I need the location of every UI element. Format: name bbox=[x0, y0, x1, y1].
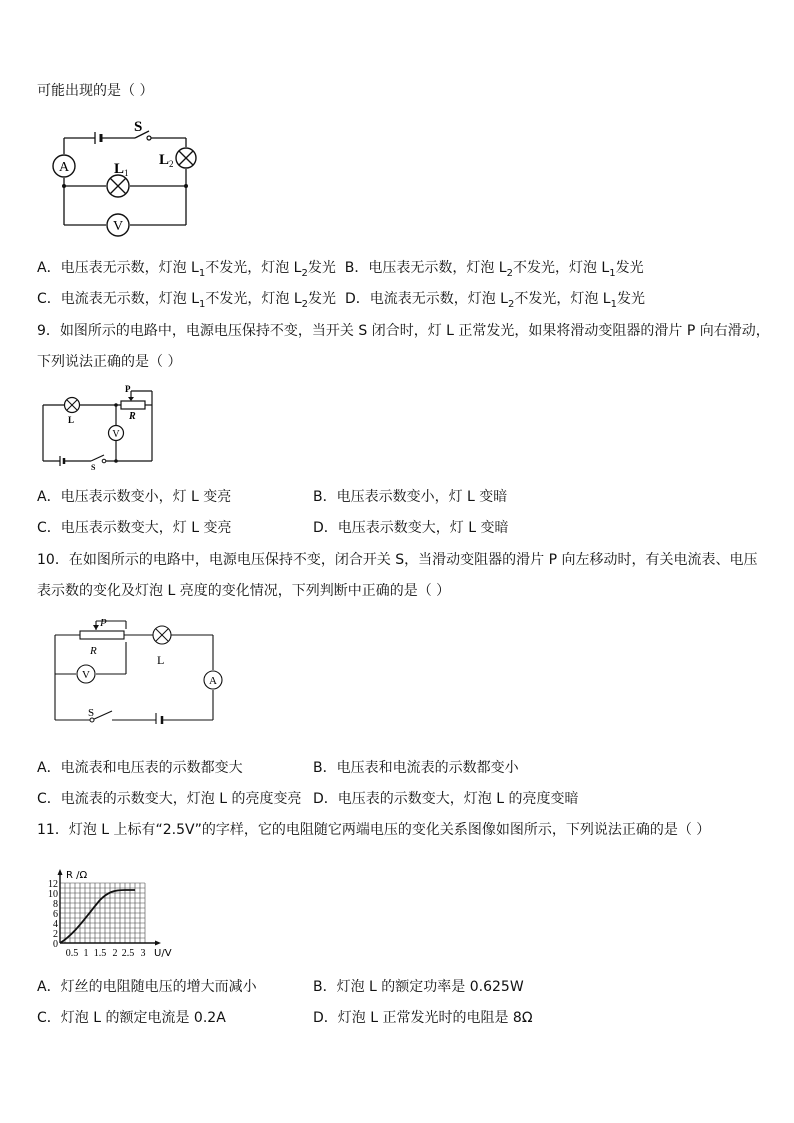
q10-circuit-diagram bbox=[52, 612, 228, 724]
q8-option-b-pre: B．电压表无示数，灯泡 L bbox=[344, 260, 507, 276]
q8-stem-tail: 可能出现的是（ ） bbox=[37, 83, 154, 99]
q10-option-d[interactable]: D．电压表的示数变大，灯泡 L 的亮度变暗 bbox=[313, 791, 579, 807]
q9-stem-line2: 下列说法正确的是（ ） bbox=[37, 354, 182, 370]
q11-y-tick-8: 8 bbox=[53, 899, 58, 910]
q11-option-d[interactable]: D．灯泡 L 正常发光时的电阻是 8Ω bbox=[313, 1010, 533, 1026]
q10-switch-s-label: S bbox=[88, 707, 95, 719]
q8-option-a-sub2: 2 bbox=[301, 267, 308, 279]
q11-x-axis-label: U/V bbox=[154, 948, 172, 959]
q9-option-b[interactable]: B．电压表示数变小，灯 L 变暗 bbox=[313, 489, 508, 505]
q11-y-axis-label: R /Ω bbox=[66, 870, 88, 881]
q8-option-b-sub2: 1 bbox=[609, 267, 616, 279]
q8-option-d-pre: D．电流表无示数，灯泡 L bbox=[344, 291, 508, 307]
q9-rheostat-r-label: R bbox=[129, 411, 136, 422]
q8-option-ab-line bbox=[37, 258, 644, 284]
q11-y-tick-10: 10 bbox=[48, 889, 58, 900]
q8-option-c-post: 发光 bbox=[308, 291, 337, 307]
q9-switch-s-label: S bbox=[91, 463, 96, 470]
q11-x-tick-1: 1 bbox=[83, 948, 89, 959]
q11-option-b[interactable]: B．灯泡 L 的额定功率是 0.625W bbox=[313, 979, 524, 995]
q8-circuit-diagram bbox=[40, 112, 210, 246]
q11-x-tick-3: 3 bbox=[140, 948, 146, 959]
q8-option-b-post: 发光 bbox=[615, 260, 644, 276]
q8-option-c-sub1: 1 bbox=[199, 298, 206, 310]
q10-rheostat-r-label: R bbox=[90, 645, 97, 657]
q11-option-a[interactable]: A．灯丝的电阻随电压的增大而减小 bbox=[37, 979, 257, 995]
q8-option-d-post: 发光 bbox=[616, 291, 645, 307]
q8-l1-sub: 1 bbox=[124, 168, 129, 178]
q9-option-d[interactable]: D．电压表示数变大，灯 L 变暗 bbox=[313, 520, 509, 536]
q10-slider-p-label: P bbox=[100, 617, 107, 629]
q11-option-c[interactable]: C．灯泡 L 的额定电流是 0.2A bbox=[37, 1010, 226, 1026]
q10-ammeter-label: A bbox=[209, 675, 217, 687]
q11-stem: 11．灯泡 L 上标有“2.5V”的字样，它的电阻随它两端电压的变化关系图像如图所示，下列说法正确的是（ ） bbox=[37, 822, 711, 838]
q8-option-c-sub2: 2 bbox=[301, 298, 309, 310]
q8-option-c[interactable] bbox=[37, 291, 337, 310]
q8-option-d-sub1: 2 bbox=[507, 298, 515, 310]
q10-option-c[interactable]: C．电流表的示数变大，灯泡 L 的亮度变亮 bbox=[37, 791, 302, 807]
q8-option-d-sub2: 1 bbox=[610, 298, 617, 310]
q8-option-c-mid: 不发光，灯泡 L bbox=[205, 291, 302, 307]
q9-option-c[interactable]: C．电压表示数变大，灯 L 变亮 bbox=[37, 520, 232, 536]
q8-voltmeter-label: V bbox=[112, 219, 124, 234]
q8-option-a-pre: A．电压表无示数，灯泡 L bbox=[37, 260, 199, 276]
q8-option-a-mid: 不发光，灯泡 L bbox=[205, 260, 302, 276]
q9-slider-p-label: P bbox=[125, 384, 131, 394]
q8-switch-label: S bbox=[134, 119, 143, 135]
q8-option-b-mid: 不发光，灯泡 L bbox=[512, 260, 610, 276]
q11-y-tick-4: 4 bbox=[53, 919, 58, 930]
q11-x-tick-2.5: 2.5 bbox=[121, 948, 135, 959]
q11-resistance-voltage-graph bbox=[40, 852, 190, 962]
q9-option-a[interactable]: A．电压表示数变小，灯 L 变亮 bbox=[37, 489, 232, 505]
q8-option-d[interactable] bbox=[344, 291, 645, 310]
q10-lamp-l-label: L bbox=[157, 653, 165, 667]
q10-option-b[interactable]: B．电压表和电流表的示数都变小 bbox=[313, 760, 519, 776]
q9-circuit-diagram bbox=[40, 382, 158, 470]
q11-y-tick-12: 12 bbox=[48, 879, 58, 890]
q8-option-cd-line bbox=[37, 289, 645, 315]
q9-lamp-l-label: L bbox=[68, 415, 75, 425]
q8-option-a-sub1: 1 bbox=[198, 267, 206, 279]
q10-stem-line1: 10．在如图所示的电路中，电源电压保持不变，闭合开关 S，当滑动变阻器的滑片 P 向左移动时，有关电流表、电压 bbox=[37, 552, 758, 568]
q10-stem-line2: 表示数的变化及灯泡 L 亮度的变化情况，下列判断中正确的是（ ） bbox=[37, 583, 451, 599]
q11-y-tick-0: 0 bbox=[53, 939, 58, 950]
q11-x-tick-2: 2 bbox=[112, 948, 118, 959]
q11-y-tick-2: 2 bbox=[53, 929, 58, 940]
q8-option-d-mid: 不发光，灯泡 L bbox=[514, 291, 611, 307]
q8-option-b[interactable] bbox=[344, 260, 644, 279]
q8-option-a-post: 发光 bbox=[307, 260, 336, 276]
q8-option-c-pre: C．电流表无示数，灯泡 L bbox=[37, 291, 200, 307]
q9-stem-line1: 9．如图所示的电路中，电源电压保持不变，当开关 S 闭合时，灯 L 正常发光，如果将滑动变阻器的滑片 P 向右滑动， bbox=[37, 323, 770, 339]
q9-voltmeter-label: V bbox=[112, 429, 120, 440]
q11-y-tick-6: 6 bbox=[53, 909, 58, 920]
q8-l1-label: L bbox=[114, 161, 125, 177]
q8-ammeter-label: A bbox=[58, 160, 70, 175]
q10-voltmeter-label: V bbox=[82, 669, 90, 681]
q11-x-tick-1.5: 1.5 bbox=[93, 948, 107, 959]
q8-option-b-sub1: 2 bbox=[506, 267, 513, 279]
q10-option-a[interactable]: A．电流表和电压表的示数都变大 bbox=[37, 760, 243, 776]
q8-option-a[interactable] bbox=[37, 260, 336, 279]
q8-l2-label: L bbox=[159, 152, 170, 168]
q8-l2-sub: 2 bbox=[169, 159, 174, 169]
q11-x-tick-0.5: 0.5 bbox=[65, 948, 79, 959]
